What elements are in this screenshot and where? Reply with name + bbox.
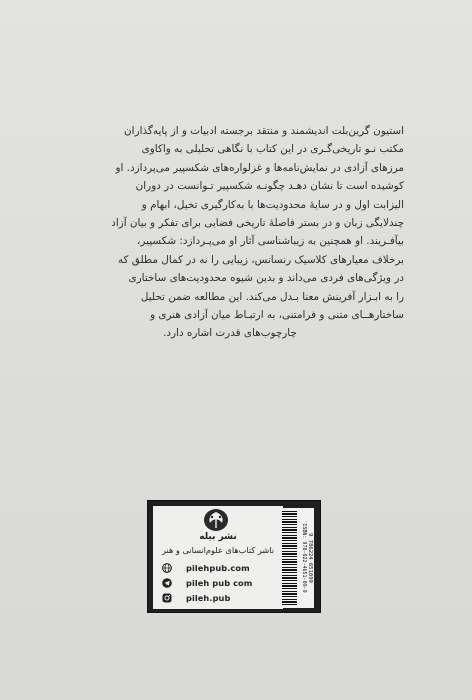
blurb-line: چارچوب‌های قدرت اشاره دارد. xyxy=(163,327,297,340)
publisher-tagline: ناشر کتاب‌های علوم‌انسانی و هنر xyxy=(162,545,274,555)
blurb-line: بیآفـریند. او همچنین به زیباشناسی آثار او می‌پـردازد: شکسپیر، xyxy=(137,235,404,248)
website-label: pilehpub.com xyxy=(186,563,250,573)
instagram-icon xyxy=(161,593,172,604)
publisher-name: نشر بیله xyxy=(199,532,237,542)
blurb-line: مکتب نـو تاریخی‌گـری در این کتاب با نگاهی تحلیلی به واکاوی xyxy=(141,143,404,156)
website-contact[interactable] xyxy=(161,562,279,574)
blurb-line: کوشیده است تا نشان دهـد چگونـه شکسپیر تـوانست در دوران xyxy=(135,180,404,193)
blurb-line: استیون گرین‌بلت اندیشمند و منتقد برجسته ادبیات و از پایه‌گذاران xyxy=(124,125,404,137)
instagram-label: pileh.pub xyxy=(186,593,231,603)
blurb-line: چندلایگی زبان و در بستر فاصلهٔ تاریخی فضایی برای تفکر و بیان آزاد xyxy=(111,217,404,230)
blurb-line: الیزابت اول و در سایهٔ محدودیت‌ها با به‌کارگیری تخیل، ابهام و xyxy=(141,198,404,211)
blurb-line: در ویژگی‌های فردی می‌داند و بدین شیوه محدودیت‌های ساختاری xyxy=(128,272,404,285)
publisher-panel xyxy=(147,500,321,613)
telegram-contact[interactable] xyxy=(161,577,279,589)
instagram-contact[interactable] xyxy=(161,592,279,604)
globe-icon xyxy=(161,563,172,574)
blurb-line: ساختارهــای متنی و فرامتنی، به ارتبـاط میان آزادی هنری و xyxy=(150,309,404,322)
isbn-label: ISBN: 978-622-4651-09-9 xyxy=(301,523,307,593)
publisher-info xyxy=(153,506,283,609)
isbn-number: 9 786224 651099 xyxy=(307,533,313,583)
moth-logo-icon xyxy=(203,508,229,532)
blurb-line: را به ابـزار آفرینش معنا بـدل می‌کند. این مطالعه ضمن تحلیل xyxy=(140,290,404,303)
blurb-line: برخلاف معیارهای کلاسیک رنسانس، زیبایی را نه در کمال مطلق که xyxy=(117,253,404,266)
barcode xyxy=(282,511,297,605)
isbn-barcode-area xyxy=(281,508,314,608)
telegram-icon xyxy=(161,578,172,589)
blurb-line: مرزهای آزادی در نمایش‌نامه‌ها و غزلواره‌های شکسپیر می‌پردازد. او xyxy=(115,161,404,174)
back-cover-blurb xyxy=(96,122,404,343)
telegram-label: pileh pub com xyxy=(186,578,253,588)
